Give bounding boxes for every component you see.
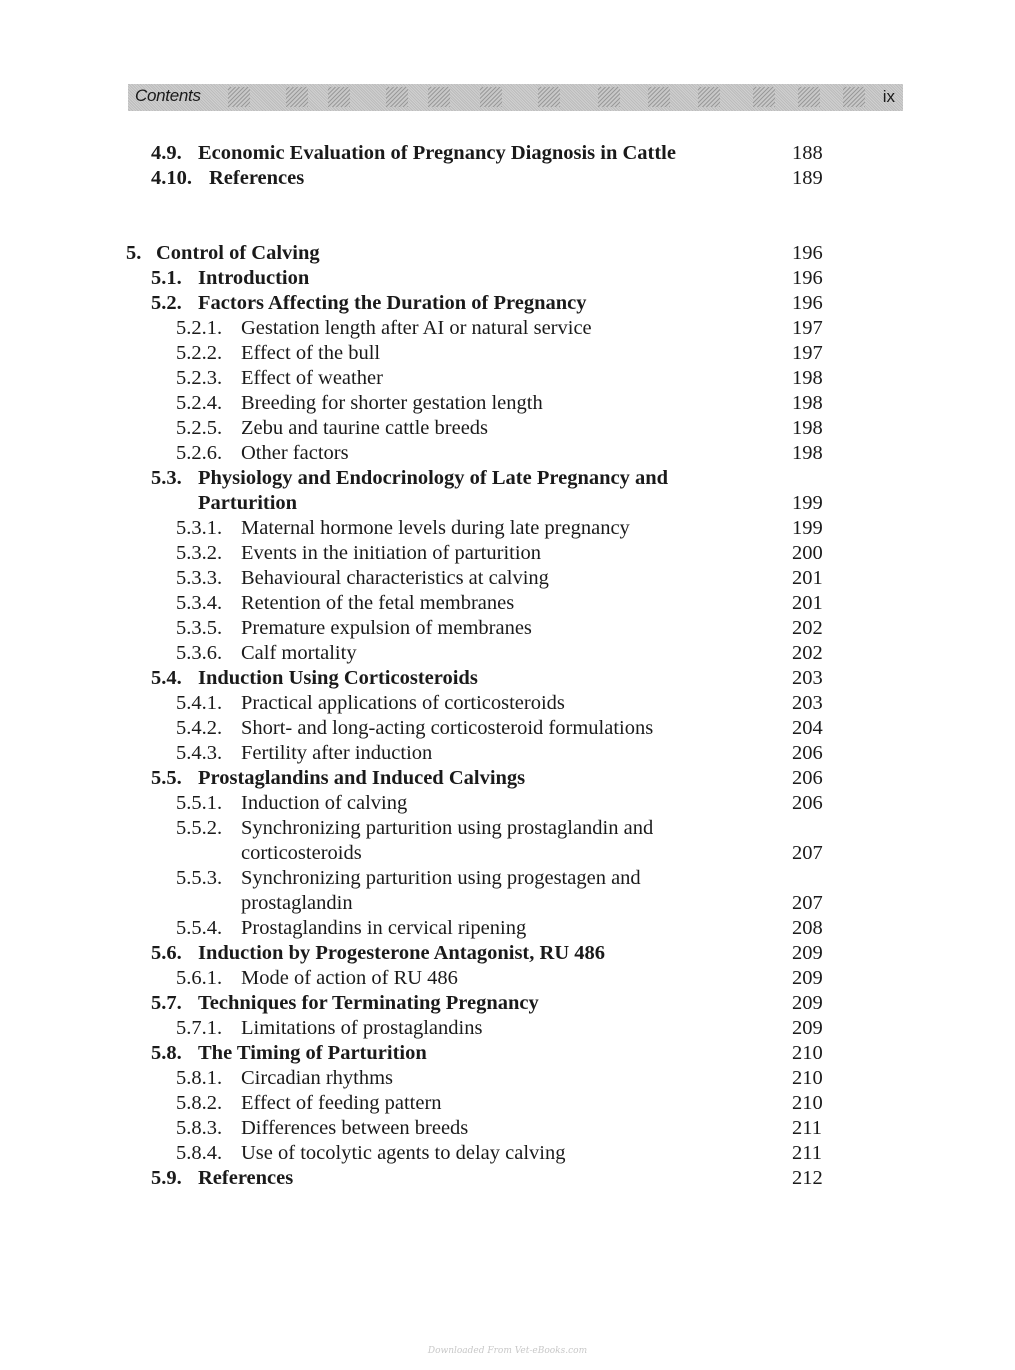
toc-entry — [0, 391, 1015, 416]
toc-entry-page: 211 — [792, 1117, 822, 1139]
toc-entry-number: 5. — [126, 242, 142, 264]
toc-entry — [0, 791, 1015, 816]
toc-entry-title: Use of tocolytic agents to delay calving — [241, 1142, 566, 1164]
toc-entry-number: 5.9. — [151, 1167, 182, 1189]
toc-entry — [0, 366, 1015, 391]
toc-entry-page: 198 — [792, 417, 823, 439]
header-pattern — [843, 87, 865, 107]
toc-entry-page: 203 — [792, 667, 823, 689]
toc-entry — [0, 991, 1015, 1016]
toc-entry-page: 198 — [792, 392, 823, 414]
toc-entry-title: Prostaglandins in cervical ripening — [241, 917, 527, 939]
toc-entry-title: Techniques for Terminating Pregnancy — [198, 992, 539, 1014]
toc-entry — [0, 516, 1015, 541]
toc-entry — [0, 541, 1015, 566]
toc-entry-page: 199 — [792, 492, 823, 514]
toc-entry — [0, 941, 1015, 966]
toc-entry-title: Practical applications of corticosteroids — [241, 692, 565, 714]
toc-entry-number: 5.6.1. — [176, 967, 223, 989]
toc-entry-number: 5.2.3. — [176, 367, 223, 389]
toc-entry-page: 206 — [792, 742, 823, 764]
download-watermark: Downloaded From Vet-eBooks.com — [427, 1346, 588, 1356]
toc-entry-number: 5.2.6. — [176, 442, 223, 464]
toc-entry-page: 201 — [792, 592, 823, 614]
toc-entry-title: Limitations of prostaglandins — [241, 1017, 483, 1039]
header-pattern — [480, 87, 502, 107]
toc-entry-title: Premature expulsion of membranes — [241, 617, 532, 639]
toc-entry-title: Introduction — [198, 267, 310, 289]
toc-entry-number: 5.4.3. — [176, 742, 223, 764]
toc-entry-number: 5.3. — [151, 467, 182, 489]
header-pattern — [798, 87, 820, 107]
toc-entry — [0, 1141, 1015, 1166]
toc-entry-number: 5.3.5. — [176, 617, 223, 639]
running-header — [128, 84, 903, 111]
toc-entry-page: 202 — [792, 642, 823, 664]
toc-entry-page: 207 — [792, 842, 823, 864]
toc-entry-title: Differences between breeds — [241, 1117, 469, 1139]
toc-entry-number: 5.6. — [151, 942, 182, 964]
toc-entry-title: Other factors — [241, 442, 349, 464]
toc-entry-page: 198 — [792, 442, 823, 464]
toc-entry-title: Effect of feeding pattern — [241, 1092, 442, 1114]
toc-entry-page: 198 — [792, 367, 823, 389]
toc-entry-number: 5.3.1. — [176, 517, 223, 539]
toc-entry-page: 209 — [792, 942, 823, 964]
toc-entry — [0, 441, 1015, 466]
toc-entry-number: 5.5.4. — [176, 917, 223, 939]
toc-entry-title: References — [198, 1167, 294, 1189]
header-pattern — [648, 87, 670, 107]
toc-entry-number: 5.2.5. — [176, 417, 223, 439]
toc-entry-page: 209 — [792, 992, 823, 1014]
toc-entry — [0, 716, 1015, 741]
toc-entry — [0, 741, 1015, 766]
toc-entry — [0, 1091, 1015, 1116]
toc-entry-number: 5.7.1. — [176, 1017, 223, 1039]
toc-entry — [0, 1041, 1015, 1066]
toc-entry — [0, 641, 1015, 666]
header-pattern — [538, 87, 560, 107]
toc-entry — [0, 816, 1015, 841]
running-header-title: Contents — [135, 86, 201, 105]
toc-entry-number: 5.5.1. — [176, 792, 223, 814]
toc-entry-title: Retention of the fetal membranes — [241, 592, 515, 614]
toc-entry-title: Economic Evaluation of Pregnancy Diagnosis in Cattle — [198, 142, 676, 164]
toc-entry-number: 5.5.3. — [176, 867, 223, 889]
toc-entry-number: 5.3.4. — [176, 592, 223, 614]
toc-entry — [0, 916, 1015, 941]
toc-entry-number: 5.5.2. — [176, 817, 223, 839]
toc-entry-number: 5.2.4. — [176, 392, 223, 414]
toc-entry-number: 5.7. — [151, 992, 182, 1014]
toc-entry-number: 5.8.4. — [176, 1142, 223, 1164]
header-pattern — [228, 87, 250, 107]
toc-entry-page: 209 — [792, 967, 823, 989]
toc-entry-number: 5.5. — [151, 767, 182, 789]
toc-entry-title: Factors Affecting the Duration of Pregnancy — [198, 292, 587, 314]
toc-entry-number: 5.8.3. — [176, 1117, 223, 1139]
toc-entry-page: 206 — [792, 767, 823, 789]
toc-entry-page: 209 — [792, 1017, 823, 1039]
toc-entry-title: prostaglandin — [241, 892, 353, 914]
toc-entry-number: 4.9. — [151, 142, 182, 164]
toc-entry — [0, 616, 1015, 641]
toc-entry-title: Mode of action of RU 486 — [241, 967, 458, 989]
toc-entry — [0, 1066, 1015, 1091]
toc-entry-page: 196 — [792, 292, 823, 314]
toc-entry-page: 197 — [792, 317, 823, 339]
toc-entry-title: Behavioural characteristics at calving — [241, 567, 549, 589]
toc-entry-page: 196 — [792, 242, 823, 264]
toc-entry — [0, 141, 1015, 166]
toc-entry-title: Short- and long-acting corticosteroid formulations — [241, 717, 654, 739]
toc-entry-title: Induction of calving — [241, 792, 408, 814]
header-pattern — [753, 87, 775, 107]
toc-entry — [0, 1166, 1015, 1191]
toc-entry — [0, 316, 1015, 341]
toc-entry-page: 206 — [792, 792, 823, 814]
toc-entry — [0, 691, 1015, 716]
toc-entry-page: 208 — [792, 917, 823, 939]
toc-entry-page: 203 — [792, 692, 823, 714]
toc-entry-title: Synchronizing parturition using prostaglandin and — [241, 817, 654, 839]
toc-entry-title: Maternal hormone levels during late pregnancy — [241, 517, 630, 539]
toc-entry-page: 200 — [792, 542, 823, 564]
toc-entry-page: 212 — [792, 1167, 823, 1189]
toc-entry-number: 5.8. — [151, 1042, 182, 1064]
toc-entry — [0, 341, 1015, 366]
toc-entry — [0, 591, 1015, 616]
toc-entry — [0, 891, 1015, 916]
toc-entry-number: 5.2.2. — [176, 342, 223, 364]
toc-entry — [0, 966, 1015, 991]
toc-entry-number: 5.4. — [151, 667, 182, 689]
toc-entry-title: Induction by Progesterone Antagonist, RU 486 — [198, 942, 605, 964]
toc-entry — [0, 566, 1015, 591]
toc-entry — [0, 1016, 1015, 1041]
toc-entry-title: Calf mortality — [241, 642, 357, 664]
header-pattern — [428, 87, 450, 107]
toc-entry-number: 5.1. — [151, 267, 182, 289]
toc-entry-number: 5.3.3. — [176, 567, 223, 589]
toc-entry-page: 188 — [792, 142, 823, 164]
header-pattern — [286, 87, 308, 107]
toc-entry — [0, 416, 1015, 441]
toc-entry — [0, 766, 1015, 791]
toc-entry-title: The Timing of Parturition — [198, 1042, 427, 1064]
toc-entry — [0, 841, 1015, 866]
toc-entry-number: 5.2.1. — [176, 317, 223, 339]
toc-entry-title: Synchronizing parturition using progestagen and — [241, 867, 641, 889]
toc-entry-page: 196 — [792, 267, 823, 289]
toc-entry-number: 5.2. — [151, 292, 182, 314]
toc-entry-title: Effect of weather — [241, 367, 383, 389]
toc-entry-title: Zebu and taurine cattle breeds — [241, 417, 489, 439]
toc-entry-title: Circadian rhythms — [241, 1067, 394, 1089]
toc-entry-title: Prostaglandins and Induced Calvings — [198, 767, 526, 789]
header-pattern — [328, 87, 350, 107]
toc-entry-number: 5.4.1. — [176, 692, 223, 714]
header-pattern — [698, 87, 720, 107]
toc-entry-page: 197 — [792, 342, 823, 364]
toc-entry-title: References — [209, 167, 305, 189]
toc-entry — [0, 266, 1015, 291]
toc-entry-page: 210 — [792, 1042, 823, 1064]
toc-entry-title: Gestation length after AI or natural service — [241, 317, 592, 339]
toc-entry — [0, 466, 1015, 491]
toc-entry — [0, 166, 1015, 191]
toc-entry-number: 5.8.1. — [176, 1067, 223, 1089]
toc-entry-title: Parturition — [198, 492, 298, 514]
toc-entry-page: 201 — [792, 567, 823, 589]
toc-entry-page: 207 — [792, 892, 823, 914]
toc-entry — [0, 666, 1015, 691]
toc-entry-page: 211 — [792, 1142, 822, 1164]
header-pattern — [598, 87, 620, 107]
toc-entry-page: 202 — [792, 617, 823, 639]
toc-entry-page: 204 — [792, 717, 823, 739]
toc-entry-number: 4.10. — [151, 167, 192, 189]
toc-entry-number: 5.3.2. — [176, 542, 223, 564]
toc-entry-number: 5.8.2. — [176, 1092, 223, 1114]
page-number: ix — [882, 87, 895, 106]
toc-entry — [0, 866, 1015, 891]
toc-entry — [0, 1116, 1015, 1141]
toc-entry-page: 210 — [792, 1067, 823, 1089]
toc-entry-page: 199 — [792, 517, 823, 539]
toc-entry-title: Induction Using Corticosteroids — [198, 667, 478, 689]
toc-entry-title: Physiology and Endocrinology of Late Pregnancy and — [198, 467, 669, 489]
toc-entry-title: Breeding for shorter gestation length — [241, 392, 543, 414]
toc-entry — [0, 491, 1015, 516]
toc-entry-title: Control of Calving — [156, 242, 320, 264]
toc-entry-title: Events in the initiation of parturition — [241, 542, 542, 564]
toc-entry-page: 189 — [792, 167, 823, 189]
toc-entry-number: 5.3.6. — [176, 642, 223, 664]
header-pattern — [386, 87, 408, 107]
toc-entry-page: 210 — [792, 1092, 823, 1114]
toc-entry — [0, 241, 1015, 266]
toc-entry-title: Fertility after induction — [241, 742, 433, 764]
toc-entry — [0, 291, 1015, 316]
toc-entry-number: 5.4.2. — [176, 717, 223, 739]
toc-entry-title: Effect of the bull — [241, 342, 381, 364]
toc-entry-title: corticosteroids — [241, 842, 362, 864]
